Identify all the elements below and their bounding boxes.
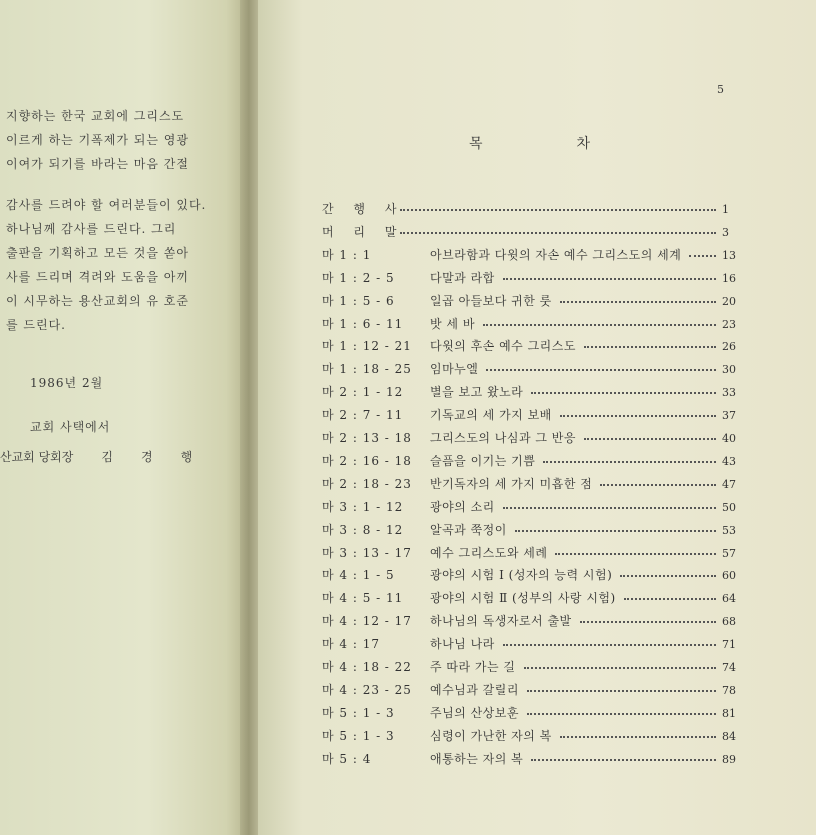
toc-row [0, 246, 816, 264]
toc-ref: 마 2 : 7 - 11 [322, 408, 404, 423]
toc-page-number: 1 [722, 203, 729, 216]
toc-page-number: 30 [722, 363, 736, 377]
toc-entry-title: 주님의 산상보훈 [430, 705, 519, 720]
toc-ref: 마 1 : 6 - 11 [322, 316, 404, 331]
preface-line-4: 감사를 드려야 할 여러분들이 있다. [6, 198, 207, 212]
toc-entry-title: 다윗의 후손 예수 그리스도 [430, 339, 576, 354]
toc-page-number: 84 [722, 729, 736, 743]
toc-leader-dots [580, 621, 716, 623]
preface-line-8: 이 시무하는 용산교회의 유 호준 [6, 294, 189, 308]
toc-leader-dots [527, 713, 716, 715]
toc-leader-dots [486, 369, 716, 371]
toc-row [0, 498, 816, 516]
toc-entry-title: 하나님의 독생자로서 출발 [430, 614, 572, 629]
page-number: 5 [717, 83, 724, 96]
toc-entry-title: 밧 세 바 [430, 316, 475, 331]
toc-row [0, 521, 816, 539]
toc-row [0, 612, 816, 630]
toc-page-number: 74 [722, 661, 736, 674]
toc-ref: 마 2 : 13 - 18 [322, 431, 412, 445]
toc-row [0, 429, 816, 447]
toc-leader-dots [543, 461, 716, 463]
toc-page-number: 26 [722, 340, 736, 354]
toc-entry-title: 애통하는 자의 복 [430, 751, 524, 766]
signature-name-3: 행 [180, 450, 193, 464]
toc-entry-title: 기독교의 세 가지 보배 [430, 408, 552, 423]
toc-page-number: 43 [722, 454, 736, 468]
toc-row [0, 635, 816, 653]
toc-page-number: 50 [722, 500, 736, 514]
toc-leader-dots [600, 484, 716, 486]
toc-ref: 간 행 사 [322, 202, 405, 216]
signature-title: 산교회 당회장 [0, 450, 74, 464]
toc-row [0, 452, 816, 470]
toc-row [0, 566, 816, 584]
toc-entry-title: 광야의 시험 Ⅰ (성자의 능력 시험) [430, 568, 613, 583]
preface-line-9: 를 드린다. [6, 318, 66, 332]
toc-leader-dots [531, 392, 716, 394]
toc-row [0, 681, 816, 699]
toc-leader-dots [555, 553, 716, 555]
toc-page-number: 40 [722, 432, 736, 445]
toc-ref: 마 1 : 12 - 21 [322, 339, 412, 354]
toc-entry-title: 반기독자의 세 가지 미흡한 점 [430, 476, 593, 491]
toc-page-number: 23 [722, 317, 736, 331]
toc-entry-title: 임마누엘 [430, 362, 479, 377]
toc-leader-dots [624, 598, 716, 600]
toc-ref: 마 1 : 18 - 25 [322, 362, 412, 377]
toc-ref: 마 4 : 23 - 25 [322, 682, 412, 697]
toc-ref: 마 2 : 16 - 18 [322, 453, 412, 468]
toc-row [0, 292, 816, 310]
toc-entry-title: 하나님 나라 [430, 637, 495, 652]
toc-page-number: 3 [722, 225, 729, 239]
toc-page-number: 57 [722, 546, 736, 560]
toc-leader-dots [527, 690, 716, 692]
toc-ref: 마 1 : 5 - 6 [322, 293, 395, 308]
toc-leader-dots [503, 278, 716, 280]
toc-row [0, 383, 816, 401]
toc-page-number: 81 [722, 706, 736, 720]
toc-page-number: 33 [722, 386, 736, 400]
preface-place: 교회 사택에서 [30, 420, 111, 434]
toc-ref: 머 리 말 [322, 224, 405, 239]
toc-leader-dots [620, 575, 716, 577]
toc-ref: 마 2 : 1 - 12 [322, 385, 404, 400]
toc-page-number: 47 [722, 477, 736, 491]
toc-ref: 마 3 : 8 - 12 [322, 522, 404, 537]
toc-entry-title: 예수 그리스도와 세례 [430, 545, 548, 560]
toc-entry-title: 다말과 라합 [430, 270, 495, 285]
toc-page-number: 60 [722, 569, 736, 583]
toc-page-number: 16 [722, 271, 736, 285]
toc-ref: 마 3 : 13 - 17 [322, 545, 412, 560]
toc-page-number: 37 [722, 409, 736, 423]
toc-leader-dots [503, 507, 716, 509]
toc-ref: 마 1 : 1 [322, 247, 372, 262]
toc-entry-title: 광야의 소리 [430, 499, 495, 514]
toc-title-char-1: 목 [469, 136, 485, 152]
toc-row [0, 200, 816, 218]
toc-row [0, 223, 816, 241]
preface-line-2: 이르게 하는 기폭제가 되는 영광 [6, 133, 189, 147]
toc-entry-title: 그리스도의 나심과 그 반응 [430, 431, 576, 445]
toc-title-char-2: 차 [576, 136, 593, 152]
toc-ref: 마 5 : 1 - 3 [322, 705, 395, 720]
toc-entry-title: 알곡과 쭉정이 [430, 522, 507, 537]
toc-leader-dots [560, 736, 716, 738]
toc-ref: 마 4 : 12 - 17 [322, 614, 412, 629]
toc-page-number: 64 [722, 592, 736, 606]
toc-leader-dots [584, 438, 716, 440]
toc-row [0, 360, 816, 378]
toc-leader-dots [483, 324, 716, 326]
toc-row [0, 589, 816, 607]
toc-page-number: 13 [722, 248, 736, 262]
toc-ref: 마 1 : 2 - 5 [322, 270, 395, 285]
toc-leader-dots [531, 759, 716, 761]
toc-leader-dots [400, 209, 716, 211]
signature-name-2: 경 [140, 450, 153, 464]
toc-leader-dots [689, 255, 716, 257]
toc-ref: 마 4 : 17 [322, 637, 380, 652]
toc-ref: 마 4 : 1 - 5 [322, 568, 395, 583]
toc-page-number: 78 [722, 683, 736, 697]
toc-page-number: 68 [722, 615, 736, 629]
toc-leader-dots [560, 415, 716, 417]
toc-entry-title: 일곱 아들보다 귀한 룻 [430, 293, 552, 308]
toc-leader-dots [503, 644, 716, 646]
toc-entry-title: 주 따라 가는 길 [430, 660, 516, 674]
toc-page-number: 53 [722, 523, 736, 537]
toc-entry-title: 예수님과 갈릴리 [430, 682, 519, 697]
toc-row [0, 269, 816, 287]
toc-ref: 마 5 : 1 - 3 [322, 728, 395, 743]
preface-line-1: 지향하는 한국 교회에 그리스도 [6, 109, 185, 123]
toc-entry-title: 아브라함과 다윗의 자손 예수 그리스도의 세계 [430, 247, 682, 262]
toc-row [0, 750, 816, 768]
toc-leader-dots [515, 530, 716, 532]
toc-row [0, 658, 816, 676]
toc-row [0, 315, 816, 333]
toc-ref: 마 4 : 18 - 22 [322, 660, 412, 674]
toc-leader-dots [400, 232, 716, 234]
preface-line-6: 출판을 기획하고 모든 것을 쏟아 [6, 246, 189, 260]
toc-entry-title: 별을 보고 왔노라 [430, 385, 524, 400]
toc-page-number: 20 [722, 294, 736, 308]
toc-leader-dots [524, 667, 717, 669]
toc-entry-title: 심령이 가난한 자의 복 [430, 728, 552, 743]
toc-leader-dots [560, 301, 716, 303]
toc-row [0, 544, 816, 562]
preface-date: 1986년 2월 [30, 376, 104, 390]
toc-ref: 마 5 : 4 [322, 751, 372, 766]
preface-line-3: 이여가 되기를 바라는 마음 간절 [6, 157, 189, 171]
toc-leader-dots [584, 346, 716, 348]
toc-entry-title: 슬픔을 이기는 기쁨 [430, 453, 536, 468]
toc-page-number: 71 [722, 638, 736, 652]
preface-line-7: 사를 드리며 격려와 도움을 아끼 [6, 270, 189, 284]
preface-line-5: 하나님께 감사를 드린다. 그리 [6, 222, 177, 236]
toc-row [0, 704, 816, 722]
toc-title [469, 133, 592, 153]
toc-row [0, 406, 816, 424]
toc-ref: 마 4 : 5 - 11 [322, 591, 404, 606]
toc-page-number: 89 [722, 752, 736, 766]
toc-row [0, 727, 816, 745]
toc-ref: 마 2 : 18 - 23 [322, 476, 412, 491]
toc-row [0, 475, 816, 493]
toc-ref: 마 3 : 1 - 12 [322, 499, 404, 514]
signature-name-1: 김 [101, 450, 113, 464]
toc-row [0, 337, 816, 355]
toc-entry-title: 광야의 시험 Ⅱ (성부의 사랑 시험) [430, 591, 616, 606]
